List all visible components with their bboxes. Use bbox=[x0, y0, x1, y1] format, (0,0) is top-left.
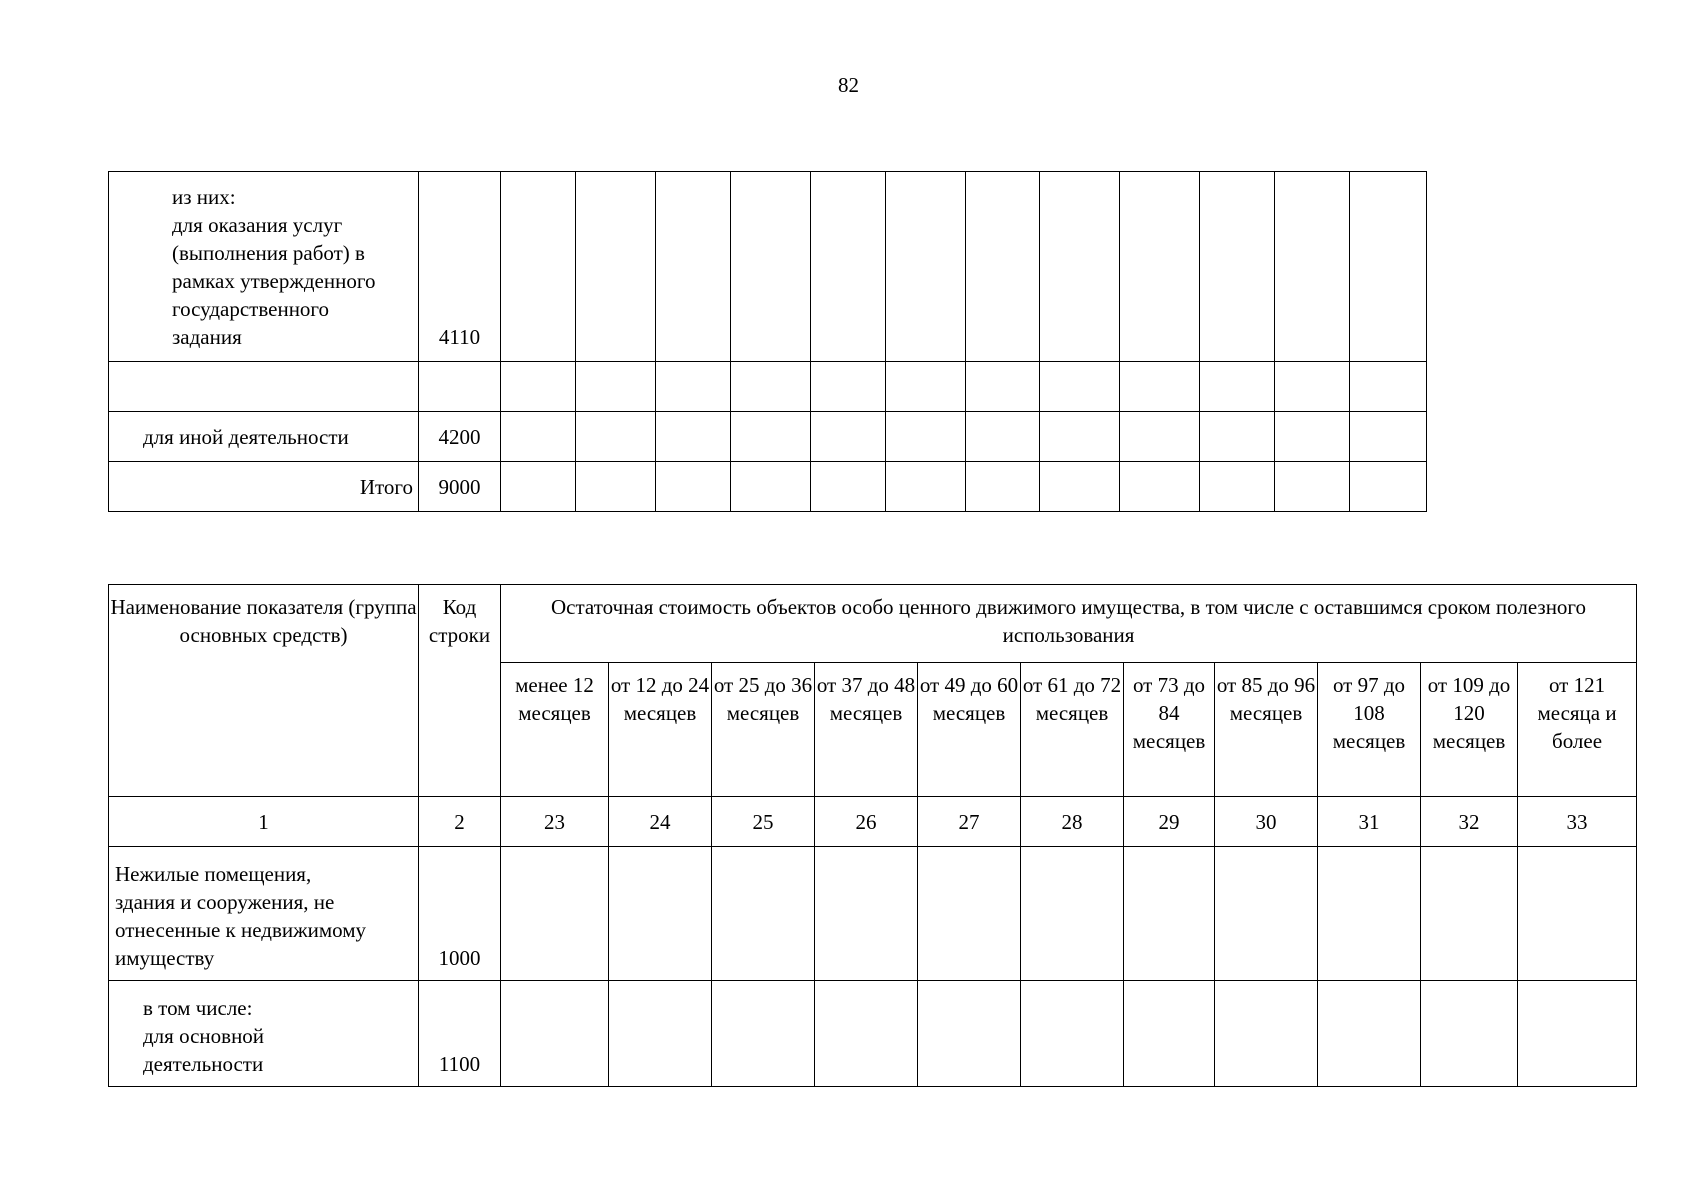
column-number: 23 bbox=[501, 797, 609, 847]
cell bbox=[1318, 981, 1421, 1087]
cell bbox=[576, 172, 656, 362]
cell bbox=[1318, 847, 1421, 981]
cell bbox=[501, 462, 576, 512]
cell bbox=[576, 412, 656, 462]
row-name-4110: из них: для оказания услуг (выполнения работ) в рамках утвержденного государственного задания bbox=[109, 172, 419, 362]
cell bbox=[1350, 172, 1427, 362]
cell bbox=[609, 847, 712, 981]
row-code bbox=[419, 362, 501, 412]
table-row bbox=[109, 847, 1637, 981]
header-period: от 97 до 108 месяцев bbox=[1318, 663, 1421, 797]
header-name: Наименование показателя (группа основных средств) bbox=[109, 585, 419, 797]
cell bbox=[1421, 847, 1518, 981]
header-period: от 109 до 120 месяцев bbox=[1421, 663, 1518, 797]
header-period: от 25 до 36 месяцев bbox=[712, 663, 815, 797]
cell bbox=[1040, 462, 1120, 512]
header-period: от 61 до 72 месяцев bbox=[1021, 663, 1124, 797]
cell bbox=[811, 412, 886, 462]
cell bbox=[609, 981, 712, 1087]
cell bbox=[1275, 462, 1350, 512]
cell bbox=[811, 462, 886, 512]
cell bbox=[1350, 412, 1427, 462]
cell bbox=[656, 362, 731, 412]
cell bbox=[576, 362, 656, 412]
page-number: 82 bbox=[838, 73, 859, 97]
table-row bbox=[109, 412, 1427, 462]
column-number: 25 bbox=[712, 797, 815, 847]
row-code: 4110 bbox=[419, 172, 501, 362]
cell bbox=[1040, 362, 1120, 412]
table-row bbox=[109, 462, 1427, 512]
cell bbox=[576, 462, 656, 512]
header-period: от 121 месяца и более bbox=[1518, 663, 1637, 797]
cell bbox=[811, 172, 886, 362]
cell bbox=[1518, 847, 1637, 981]
cell bbox=[966, 412, 1040, 462]
header-row bbox=[109, 585, 1637, 663]
cell bbox=[656, 172, 731, 362]
cell bbox=[1275, 412, 1350, 462]
cell bbox=[1200, 462, 1275, 512]
cell bbox=[1421, 981, 1518, 1087]
cell bbox=[1040, 412, 1120, 462]
cell bbox=[1124, 981, 1215, 1087]
cell bbox=[918, 981, 1021, 1087]
cell bbox=[1275, 172, 1350, 362]
header-period: менее 12 месяцев bbox=[501, 663, 609, 797]
row-name-4200: для иной деятельности bbox=[109, 412, 419, 462]
cell bbox=[501, 412, 576, 462]
cell bbox=[1215, 847, 1318, 981]
column-number: 30 bbox=[1215, 797, 1318, 847]
cell bbox=[1518, 981, 1637, 1087]
column-number: 33 bbox=[1518, 797, 1637, 847]
cell bbox=[501, 172, 576, 362]
table-continuation bbox=[108, 171, 1427, 512]
header-period: от 12 до 24 месяцев bbox=[609, 663, 712, 797]
cell bbox=[1200, 172, 1275, 362]
cell bbox=[712, 981, 815, 1087]
cell bbox=[886, 412, 966, 462]
cell bbox=[656, 462, 731, 512]
cell bbox=[1120, 462, 1200, 512]
column-number: 28 bbox=[1021, 797, 1124, 847]
row-name-total: Итого bbox=[109, 462, 419, 512]
column-number: 2 bbox=[419, 797, 501, 847]
header-period: от 85 до 96 месяцев bbox=[1215, 663, 1318, 797]
cell bbox=[1275, 362, 1350, 412]
cell bbox=[1021, 981, 1124, 1087]
row-name-1100: в том числе: для основной деятельности bbox=[109, 981, 419, 1087]
cell bbox=[501, 847, 609, 981]
header-code: Код строки bbox=[419, 585, 501, 797]
cell bbox=[886, 172, 966, 362]
cell bbox=[731, 412, 811, 462]
cell bbox=[1200, 362, 1275, 412]
cell bbox=[1215, 981, 1318, 1087]
header-group: Остаточная стоимость объектов особо ценного движимого имущества, в том числе с оставшимся сроком полезного использования bbox=[501, 585, 1637, 663]
cell bbox=[731, 362, 811, 412]
row-code: 4200 bbox=[419, 412, 501, 462]
row-code: 1100 bbox=[419, 981, 501, 1087]
row-name-1000: Нежилые помещения, здания и сооружения, не отнесенные к недвижимому имуществу bbox=[109, 847, 419, 981]
cell bbox=[501, 981, 609, 1087]
cell bbox=[886, 362, 966, 412]
cell bbox=[1350, 362, 1427, 412]
cell bbox=[1350, 462, 1427, 512]
cell bbox=[815, 981, 918, 1087]
cell bbox=[815, 847, 918, 981]
row-code: 9000 bbox=[419, 462, 501, 512]
table-row bbox=[109, 172, 1427, 362]
cell bbox=[1120, 362, 1200, 412]
cell bbox=[1040, 172, 1120, 362]
cell bbox=[1120, 412, 1200, 462]
cell bbox=[501, 362, 576, 412]
cell bbox=[966, 462, 1040, 512]
column-number: 29 bbox=[1124, 797, 1215, 847]
column-number: 24 bbox=[609, 797, 712, 847]
cell bbox=[966, 362, 1040, 412]
column-number: 1 bbox=[109, 797, 419, 847]
cell bbox=[811, 362, 886, 412]
column-number-row bbox=[109, 797, 1637, 847]
table-row bbox=[109, 362, 1427, 412]
cell bbox=[966, 172, 1040, 362]
cell bbox=[656, 412, 731, 462]
header-period: от 49 до 60 месяцев bbox=[918, 663, 1021, 797]
cell bbox=[1124, 847, 1215, 981]
table-row bbox=[109, 981, 1637, 1087]
cell bbox=[1200, 412, 1275, 462]
cell bbox=[731, 172, 811, 362]
cell bbox=[918, 847, 1021, 981]
column-number: 26 bbox=[815, 797, 918, 847]
header-period: от 37 до 48 месяцев bbox=[815, 663, 918, 797]
column-number: 32 bbox=[1421, 797, 1518, 847]
header-period: от 73 до 84 месяцев bbox=[1124, 663, 1215, 797]
cell bbox=[1120, 172, 1200, 362]
cell bbox=[886, 462, 966, 512]
row-code: 1000 bbox=[419, 847, 501, 981]
cell bbox=[731, 462, 811, 512]
column-number: 31 bbox=[1318, 797, 1421, 847]
row-name-empty bbox=[109, 362, 419, 412]
column-number: 27 bbox=[918, 797, 1021, 847]
residual-value-table bbox=[108, 584, 1637, 1087]
cell bbox=[712, 847, 815, 981]
cell bbox=[1021, 847, 1124, 981]
